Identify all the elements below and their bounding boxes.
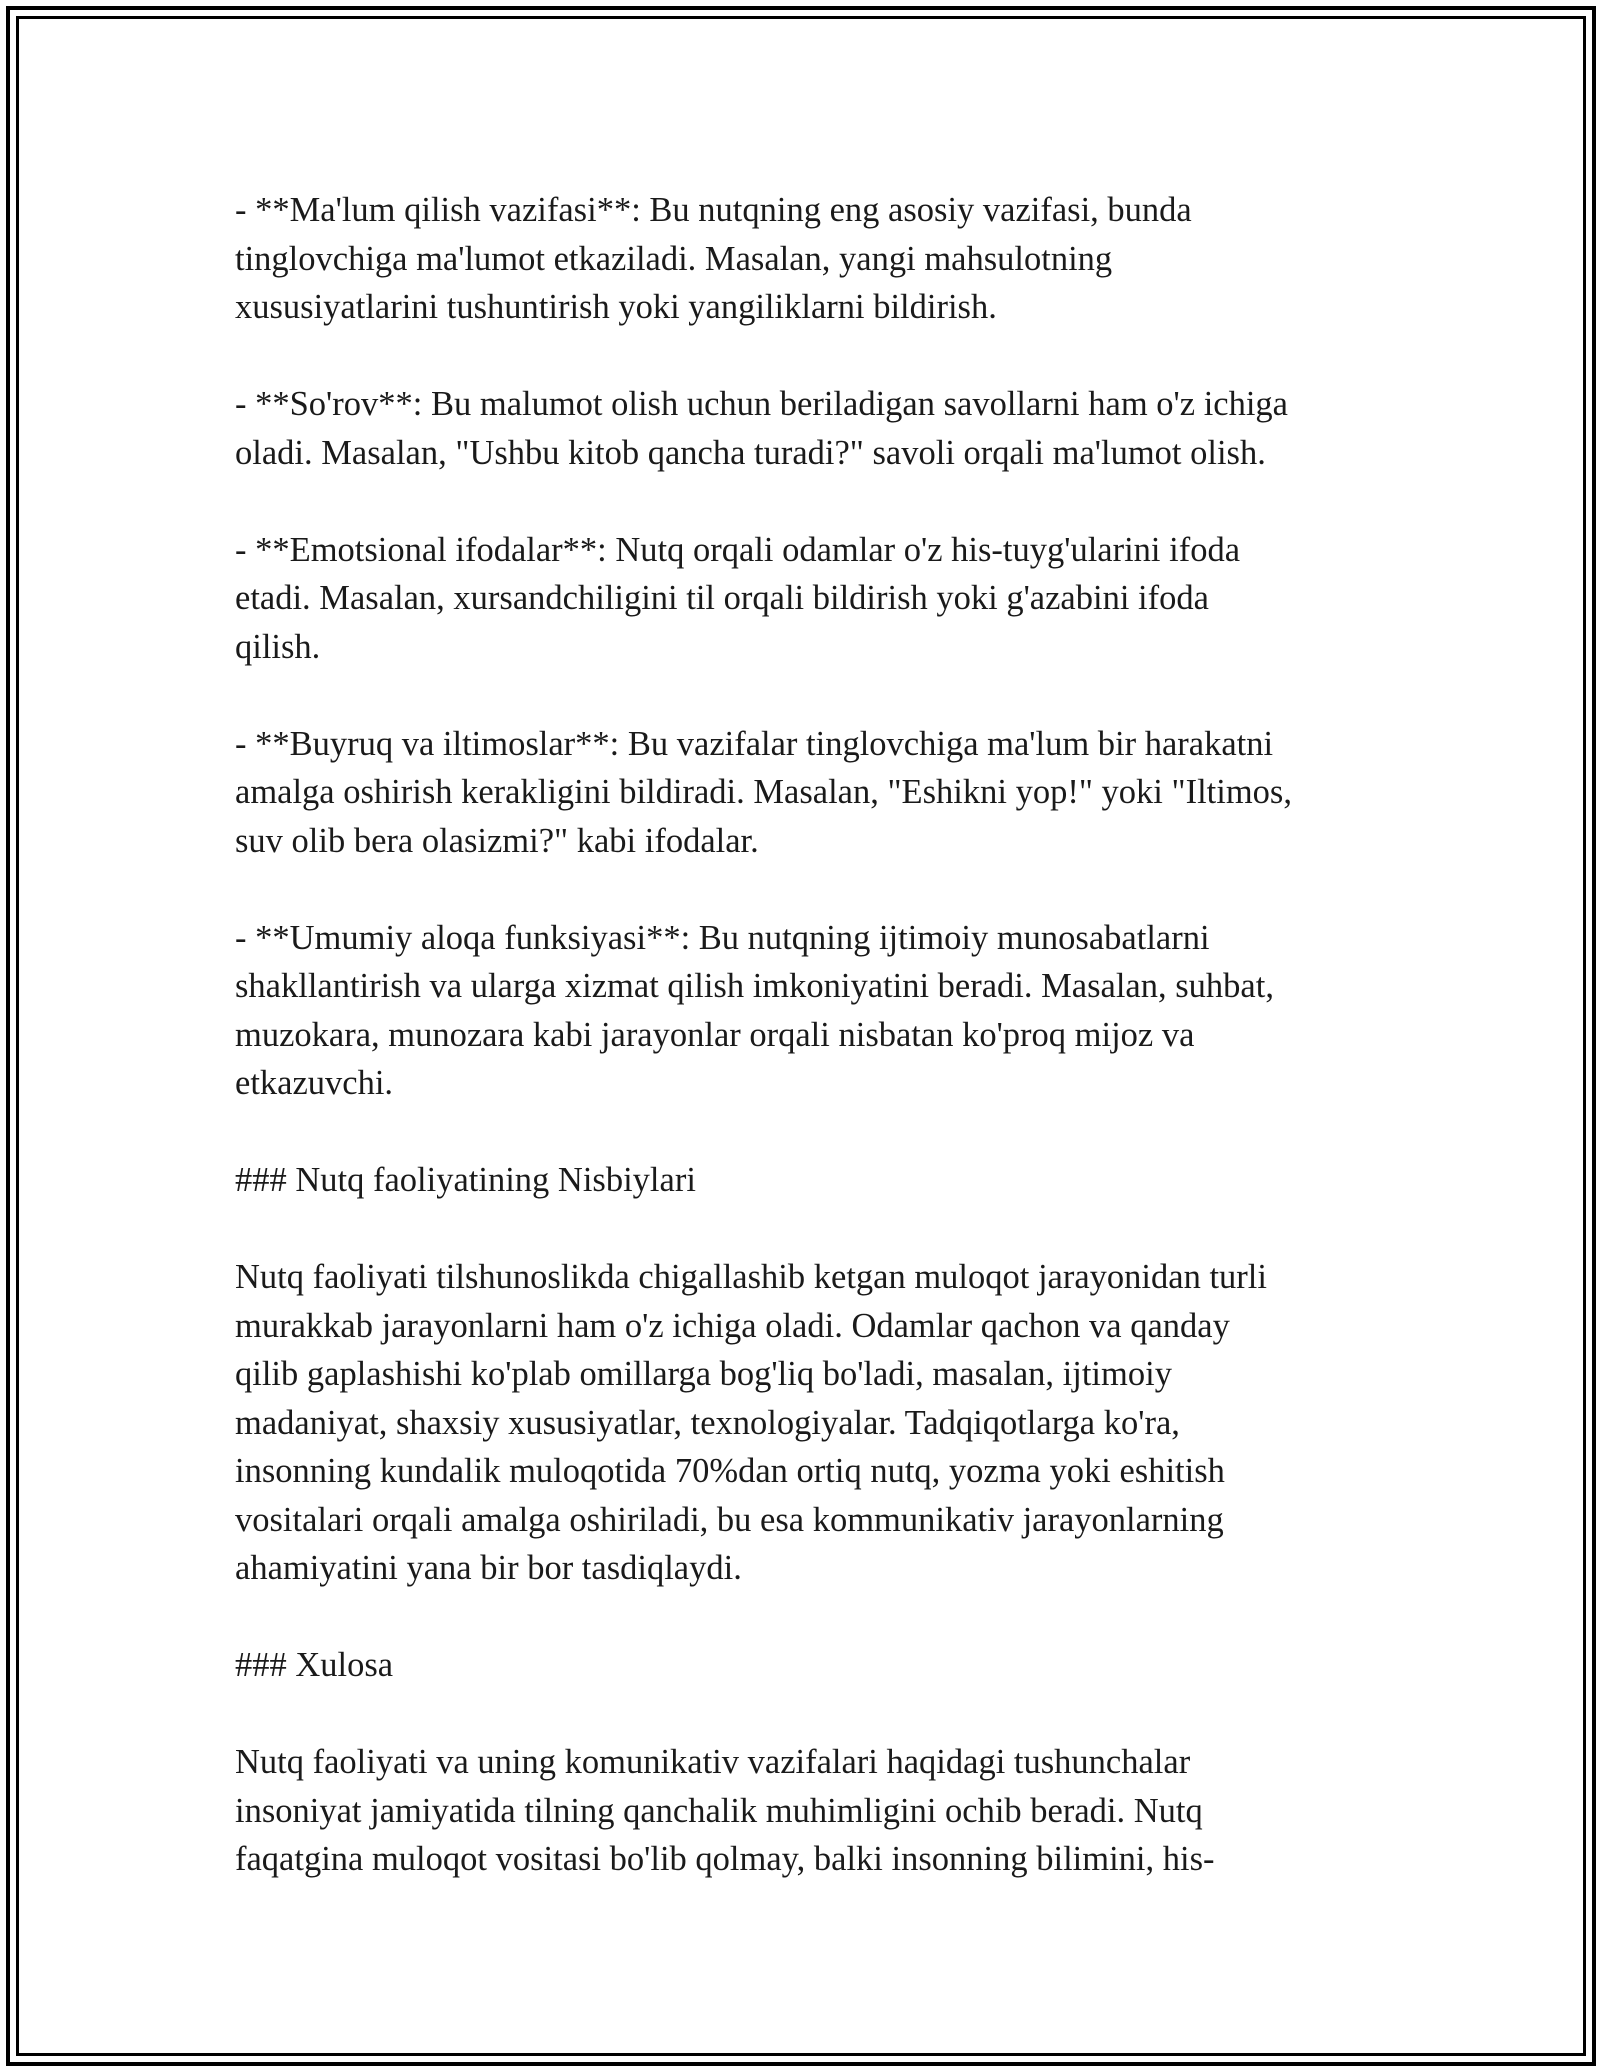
text-line: xususiyatlarini tushuntirish yoki yangiliklarni bildirish. xyxy=(235,288,997,326)
document-body xyxy=(235,186,1385,1884)
section-heading xyxy=(235,1641,1385,1690)
text-line: amalga oshirish kerakligini bildiradi. Masalan, "Eshikni yop!" yoki "Iltimos, xyxy=(235,773,1292,811)
text-line: - **Umumiy aloqa funksiyasi**: Bu nutqning ijtimoiy munosabatlarni xyxy=(235,918,1210,957)
text-line: - **Buyruq va iltimoslar**: Bu vazifalar tinglovchiga ma'lum bir harakatni xyxy=(235,724,1274,763)
text-line: murakkab jarayonlarni ham o'z ichiga oladi. Odamlar qachon va qanday xyxy=(235,1306,1230,1345)
section-heading xyxy=(235,1156,1385,1205)
text-line: faqatgina muloqot vositasi bo'lib qolmay, balki insonning bilimini, his- xyxy=(235,1840,1215,1878)
text-line: insoniyat jamiyatida tilning qanchalik muhimligini ochib beradi. Nutq xyxy=(235,1791,1203,1830)
text-line: ahamiyatini yana bir bor tasdiqlaydi. xyxy=(235,1549,742,1587)
bullet-item xyxy=(235,914,1385,1108)
bullet-item xyxy=(235,526,1385,672)
bullet-item xyxy=(235,380,1385,477)
text-line: - **So'rov**: Bu malumot olish uchun beriladigan savollarni ham o'z ichiga xyxy=(235,385,1288,423)
heading-text: ### Xulosa xyxy=(235,1646,394,1684)
text-line: qilib gaplashishi ko'plab omillarga bog'liq bo'ladi, masalan, ijtimoiy xyxy=(235,1355,1172,1393)
bullet-item xyxy=(235,720,1385,866)
text-line: vositalari orqali amalga oshiriladi, bu esa kommunikativ jarayonlarning xyxy=(235,1500,1224,1539)
bullet-item xyxy=(235,186,1385,332)
paragraph xyxy=(235,1738,1385,1884)
text-line: shakllantirish va ularga xizmat qilish imkoniyatini beradi. Masalan, suhbat, xyxy=(235,967,1274,1005)
text-line: - **Ma'lum qilish vazifasi**: Bu nutqning eng asosiy vazifasi, bunda xyxy=(235,191,1192,229)
text-line: muzokara, munozara kabi jarayonlar orqali nisbatan ko'proq mijoz va xyxy=(235,1015,1195,1054)
paragraph xyxy=(235,1253,1385,1593)
heading-text: ### Nutq faoliyatining Nisbiylari xyxy=(235,1161,696,1199)
text-line: etadi. Masalan, xursandchiligini til orqali bildirish yoki g'azabini ifoda xyxy=(235,579,1209,617)
text-line: qilish. xyxy=(235,627,321,666)
text-line: - **Emotsional ifodalar**: Nutq orqali odamlar o'z his-tuyg'ularini ifoda xyxy=(235,530,1241,569)
text-line: suv olib bera olasizmi?" kabi ifodalar. xyxy=(235,821,759,860)
text-line: insonning kundalik muloqotida 70%dan ortiq nutq, yozma yoki eshitish xyxy=(235,1452,1225,1490)
text-line: Nutq faoliyati tilshunoslikda chigallashib ketgan muloqot jarayonidan turli xyxy=(235,1258,1267,1296)
text-line: etkazuvchi. xyxy=(235,1064,394,1102)
text-line: tinglovchiga ma'lumot etkaziladi. Masalan, yangi mahsulotning xyxy=(235,239,1113,278)
text-line: madaniyat, shaxsiy xususiyatlar, texnologiyalar. Tadqiqotlarga ko'ra, xyxy=(235,1403,1180,1442)
text-line: Nutq faoliyati va uning komunikativ vazifalari haqidagi tushunchalar xyxy=(235,1743,1191,1781)
text-line: oladi. Masalan, "Ushbu kitob qancha turadi?" savoli orqali ma'lumot olish. xyxy=(235,433,1266,472)
